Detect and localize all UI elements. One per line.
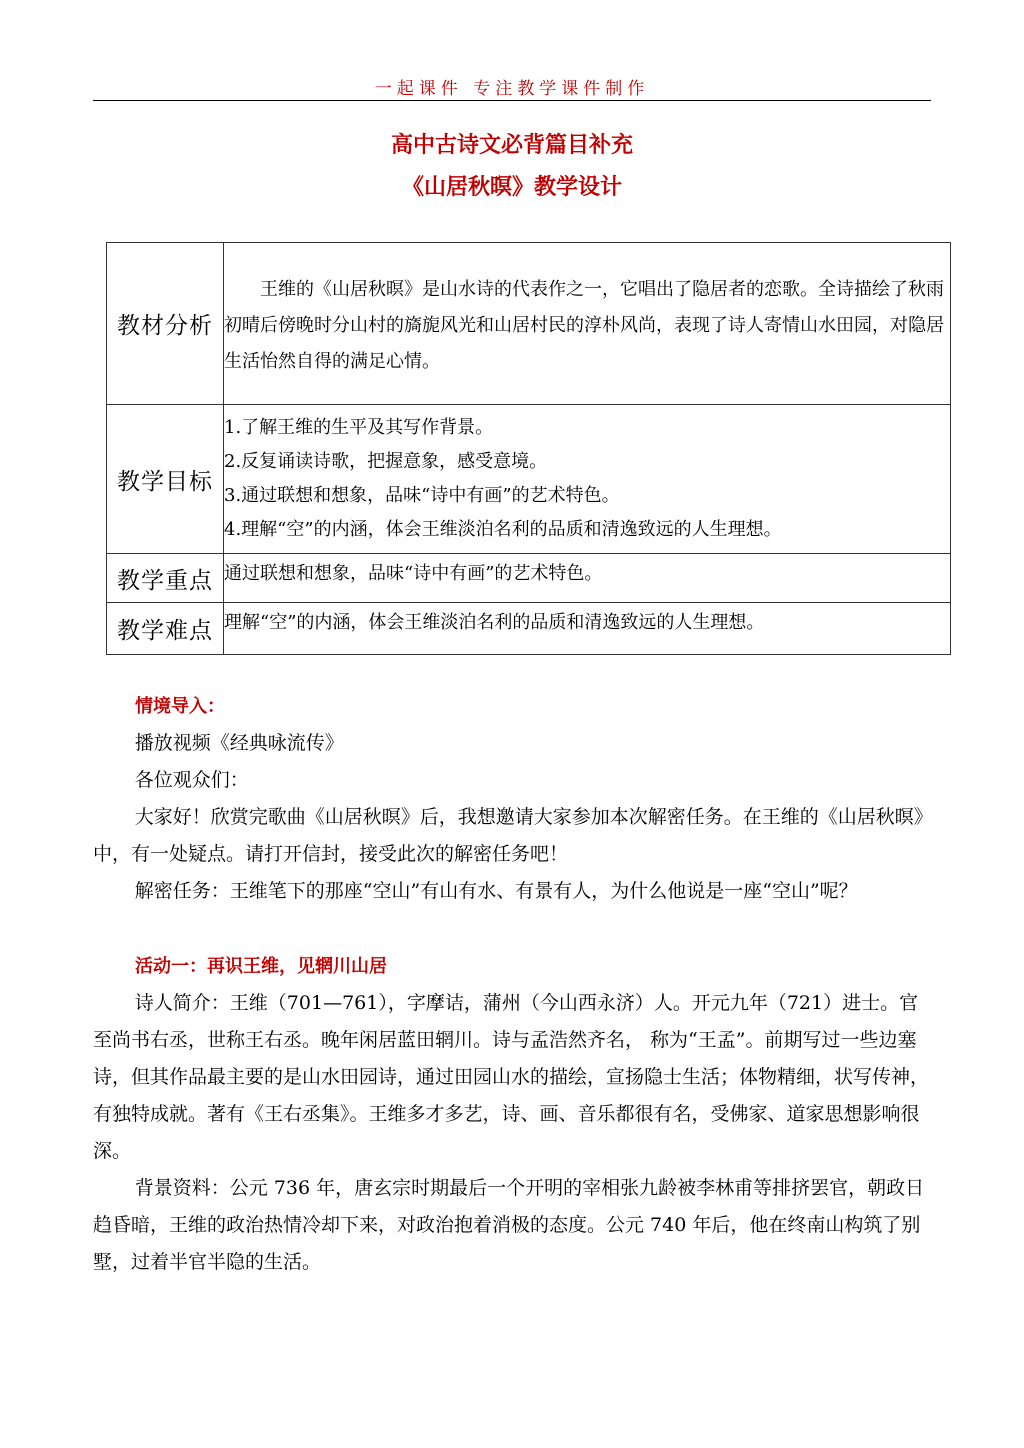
table-row [107,603,951,655]
row-label-difficulty: 教学难点 [107,603,224,655]
paragraph: 大家好！欣赏完歌曲《山居秋暝》后，我想邀请大家参加本次解密任务。在王维的《山居秋暝》中，有一处疑点。请打开信封，接受此次的解密任务吧！ [93,806,924,865]
objective-item: 4.理解“空”的内涵，体会王维淡泊名利的品质和清逸致远的人生理想。 [224,519,782,540]
row-content-objectives [224,405,951,554]
table-row [107,405,951,554]
section-heading-intro: 情境导入： [135,696,225,717]
row-content-key-point: 通过联想和想象，品味“诗中有画”的艺术特色。 [224,554,951,603]
row-label-key-point: 教学重点 [107,554,224,603]
paragraph: 背景资料：公元 736 年，唐玄宗时期最后一个开明的宰相张九龄被李林甫等排挤罢官，朝政日趋昏暗，王维的政治热情冷却下来，对政治抱着消极的态度。公元 740 年后，他在终南山构筑了别墅，过着半官半隐的生活。 [93,1177,925,1273]
table-row [107,554,951,603]
row-content-analysis [224,243,951,405]
header-divider [93,100,931,101]
objective-item: 1.了解王维的生平及其写作背景。 [224,417,494,438]
header-banner: 一起课件 专注教学课件制作 [374,79,650,99]
document-title: 高中古诗文必背篇目补充 [390,133,633,158]
document-subtitle: 《山居秋暝》教学设计 [401,175,622,200]
row-label-objectives: 教学目标 [107,405,224,554]
paragraph: 各位观众们： [134,769,249,791]
table-row [107,243,951,405]
paragraph: 解密任务：王维笔下的那座“空山”有山有水、有景有人，为什么他说是一座“空山”呢？ [134,880,858,902]
paragraph: 播放视频《经典咏流传》 [134,732,344,754]
objective-item: 2.反复诵读诗歌，把握意象，感受意境。 [224,451,548,472]
row-content-difficulty: 理解“空”的内涵，体会王维淡泊名利的品质和清逸致远的人生理想。 [224,603,951,655]
lesson-design-table [106,242,951,655]
row-label-analysis: 教材分析 [107,243,224,405]
spacer [93,910,929,948]
document-body [93,688,929,1281]
analysis-text: 王维的《山居秋暝》是山水诗的代表作之一，它唱出了隐居者的恋歌。全诗描绘了秋雨初晴后傍晚时分山村的旖旎风光和山居村民的淳朴风尚，表现了诗人寄情山水田园，对隐居生活怡然自得的满足心情。 [224,278,944,372]
section-heading-activity1: 活动一：再识王维，见辋川山居 [135,956,387,977]
paragraph: 诗人简介：王维（701—761），字摩诘，蒲州（今山西永济）人。开元九年（721）进士。官至尚书右丞，世称王右丞。晚年闲居蓝田辋川。诗与孟浩然齐名， 称为“王孟”。前期写过一些边塞诗，但其作品最主要的是山水田园诗，通过田园山水的描绘，宣扬隐士生活；体物精细，状写传神，有独特成就。著有《王右丞集》。王维多才多艺，诗、画、音乐都很有名，受佛家、道家思想影响很深。 [93,992,930,1162]
objective-item: 3.通过联想和想象，品味“诗中有画”的艺术特色。 [224,485,620,506]
